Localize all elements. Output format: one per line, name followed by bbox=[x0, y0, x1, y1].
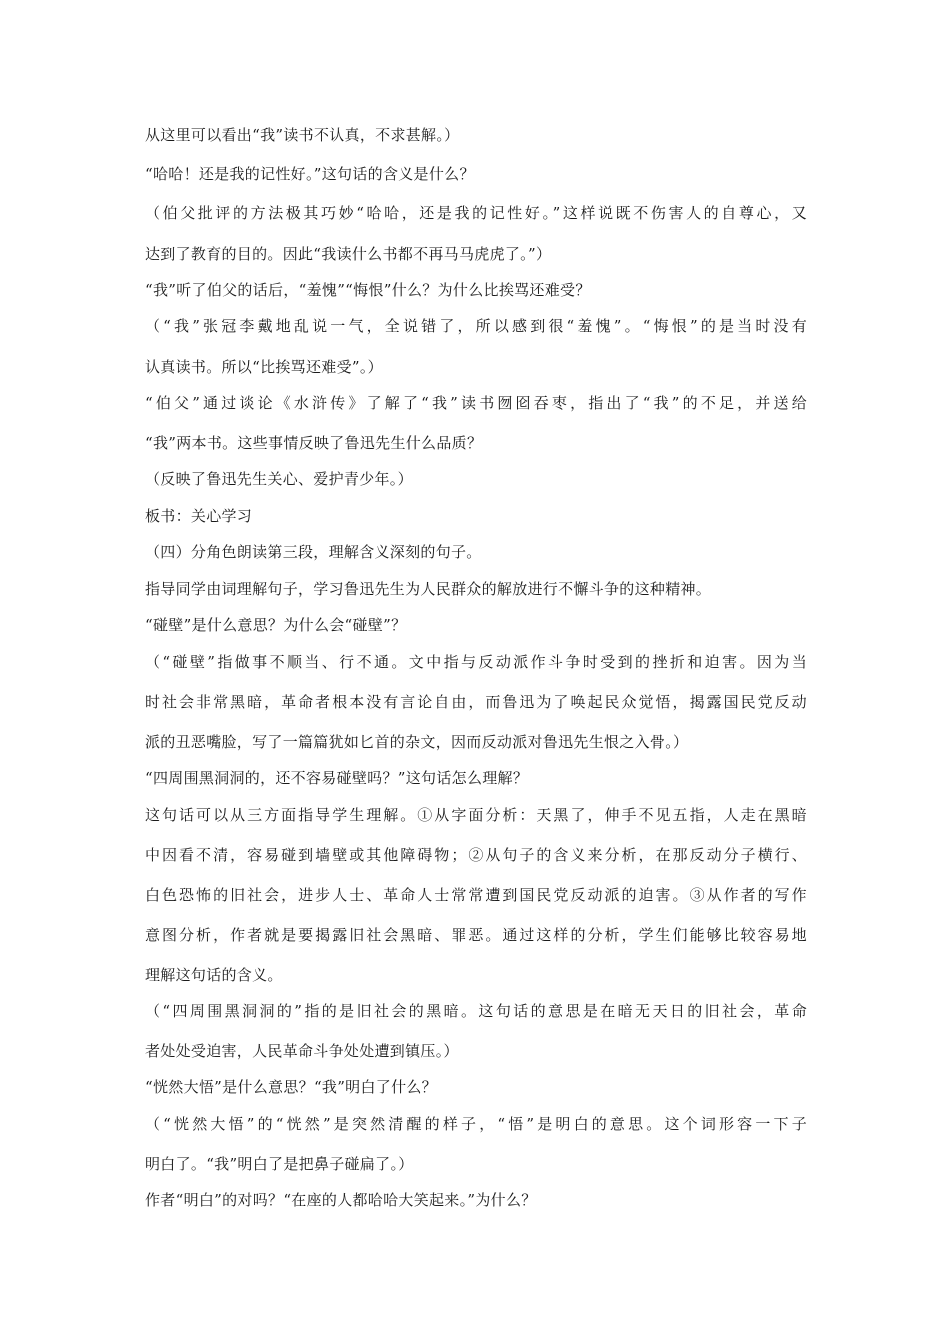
text-line: “我”听了伯父的话后，“羞愧”“悔恨”什么？为什么比挨骂还难受？ bbox=[145, 281, 591, 299]
text-line: “碰壁”是什么意思？为什么会“碰壁”？ bbox=[145, 616, 407, 634]
text-line: 明白了。“我”明白了是把鼻子碰扁了。） bbox=[145, 1155, 414, 1173]
text-line: 从这里可以看出“我”读书不认真，不求甚解。） bbox=[145, 126, 460, 144]
text-line: 认真读书。所以“比挨骂还难受”。） bbox=[145, 358, 383, 376]
text-line: （反映了鲁迅先生关心、爱护青少年。） bbox=[145, 470, 413, 488]
text-line: 理解这句话的含义。 bbox=[145, 966, 283, 984]
text-line: 作者“明白”的对吗？“在座的人都哈哈大笑起来。”为什么？ bbox=[145, 1191, 537, 1209]
text-line: （“我”张冠李戴地乱说一气，全说错了，所以感到很“羞愧”。“悔恨”的是当时没有 bbox=[145, 317, 807, 335]
text-line: “哈哈！还是我的记性好。”这句话的含义是什么？ bbox=[145, 165, 475, 183]
text-line: 达到了教育的目的。因此“我读什么书都不再马马虎虎了。”） bbox=[145, 245, 552, 263]
text-line: 中因看不清，容易碰到墙壁或其他障碍物；②从句子的含义来分析，在那反动分子横行、 bbox=[145, 846, 807, 864]
text-line: 板书：关心学习 bbox=[145, 507, 253, 525]
text-line: （伯父批评的方法极其巧妙“哈哈，还是我的记性好。”这样说既不伤害人的自尊心，又 bbox=[145, 204, 807, 222]
text-line: 这句话可以从三方面指导学生理解。①从字面分析：天黑了，伸手不见五指，人走在黑暗 bbox=[145, 806, 807, 824]
text-line: “恍然大悟”是什么意思？“我”明白了什么？ bbox=[145, 1078, 437, 1096]
text-line: “伯父”通过谈论《水浒传》了解了“我”读书囫囵吞枣，指出了“我”的不足，并送给 bbox=[145, 394, 807, 412]
text-line: 意图分析，作者就是要揭露旧社会黑暗、罪恶。通过这样的分析，学生们能够比较容易地 bbox=[145, 926, 807, 944]
text-line: （“四周围黑洞洞的”指的是旧社会的黑暗。这句话的意思是在暗无天日的旧社会，革命 bbox=[145, 1002, 807, 1020]
text-line: （四）分角色朗读第三段，理解含义深刻的句子。 bbox=[145, 543, 482, 561]
text-line: 时社会非常黑暗，革命者根本没有言论自由，而鲁迅为了唤起民众觉悟，揭露国民党反动 bbox=[145, 693, 807, 711]
text-line: “四周围黑洞洞的，还不容易碰壁吗？”这句话怎么理解？ bbox=[145, 769, 529, 787]
text-line: 白色恐怖的旧社会，进步人士、革命人士常常遭到国民党反动派的迫害。③从作者的写作 bbox=[145, 886, 807, 904]
text-line: （“恍然大悟”的“恍然”是突然清醒的样子，“悟”是明白的意思。这个词形容一下子 bbox=[145, 1115, 807, 1133]
text-line: “我”两本书。这些事情反映了鲁迅先生什么品质？ bbox=[145, 434, 483, 452]
text-line: （“碰壁”指做事不顺当、行不通。文中指与反动派作斗争时受到的挫折和迫害。因为当 bbox=[145, 653, 807, 671]
text-line: 派的丑恶嘴脸，写了一篇篇犹如匕首的杂文，因而反动派对鲁迅先生恨之入骨。） bbox=[145, 733, 689, 751]
text-line: 指导同学由词理解句子，学习鲁迅先生为人民群众的解放进行不懈斗争的这种精神。 bbox=[145, 580, 712, 598]
text-line: 者处处受迫害，人民革命斗争处处遭到镇压。） bbox=[145, 1042, 459, 1060]
